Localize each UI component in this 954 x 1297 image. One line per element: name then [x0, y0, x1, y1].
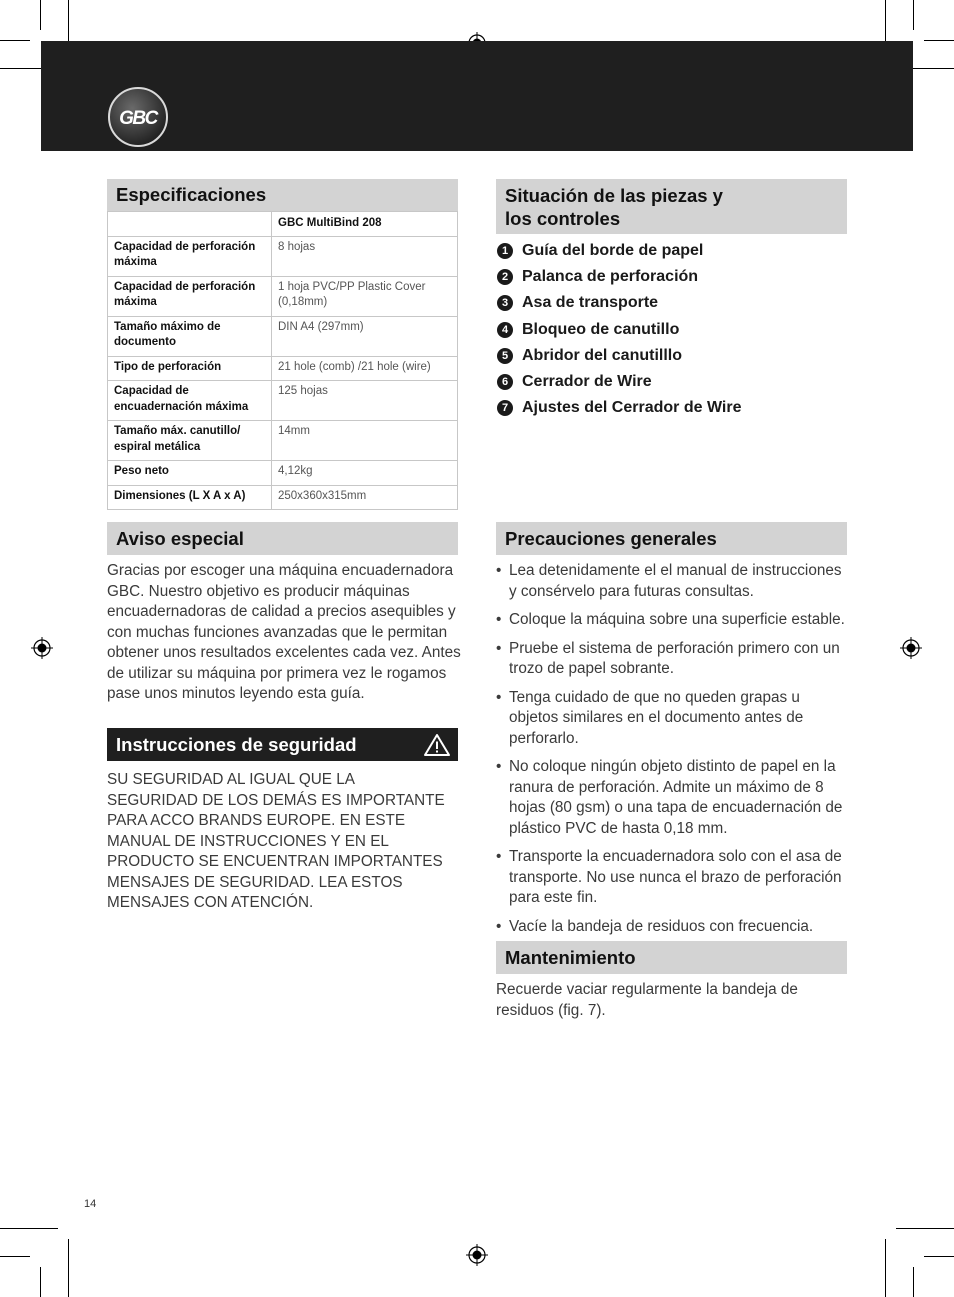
notice-text: Gracias por escoger una máquina encuadernadora GBC. Nuestro objetivo es producir máquinas encuadernadoras de calidad a precios asequibles y con muchas funciones avanzadas que le permitan obtener unos resultados excelentes cada vez. Antes de utilizar su máquina por primera vez le rogamos pase unos minutos leyendo esta guía.: [107, 562, 461, 702]
table-row: [108, 316, 458, 356]
table-row: [108, 276, 458, 316]
list-item: • Coloque la máquina sobre una superficie estable.: [496, 610, 850, 631]
list-item: • Lea detenidamente el el manual de instrucciones y consérvelo para futuras consultas.: [496, 561, 850, 602]
crop-mark: [913, 0, 914, 30]
table-row: [108, 356, 458, 381]
specs-table: [107, 211, 458, 510]
crop-mark: [885, 1239, 886, 1297]
list-item: • Tenga cuidado de que no queden grapas u objetos similares en el documento antes de perforarlo.: [496, 688, 850, 750]
warning-triangle-icon: [423, 733, 451, 757]
gbc-logo: [107, 86, 169, 148]
precautions-heading: [496, 522, 847, 555]
registration-mark-icon: [466, 1244, 488, 1266]
crop-mark: [924, 40, 954, 41]
spec-value: 4,12kg: [272, 461, 458, 486]
crop-mark: [924, 1256, 954, 1257]
maintenance-title: Mantenimiento: [505, 946, 636, 968]
spec-label: Peso neto: [108, 461, 272, 486]
precautions-title: Precauciones generales: [505, 527, 717, 549]
table-row: [108, 381, 458, 421]
header-band: [41, 41, 913, 151]
crop-mark: [0, 40, 30, 41]
spec-value: 250x360x315mm: [272, 485, 458, 510]
table-header-empty: [108, 212, 272, 237]
spec-value: 125 hojas: [272, 381, 458, 421]
spec-value: DIN A4 (297mm): [272, 316, 458, 356]
spec-value: 1 hoja PVC/PP Plastic Cover (0,18mm): [272, 276, 458, 316]
table-row: [108, 421, 458, 461]
spec-label: Tipo de perforación: [108, 356, 272, 381]
crop-mark: [40, 1267, 41, 1297]
number-badge: 1: [497, 243, 513, 259]
safety-heading: [107, 728, 458, 761]
number-badge: 3: [497, 295, 513, 311]
notice-title: Aviso especial: [116, 527, 244, 549]
precautions-list: [496, 561, 850, 945]
list-item: • Vacíe la bandeja de residuos con frecuencia.: [496, 917, 850, 938]
maintenance-heading: [496, 941, 847, 974]
safety-title: Instrucciones de seguridad: [116, 733, 357, 755]
list-item: • Transporte la encuadernadora solo con el asa de transporte. No use nunca el brazo de perforación para este fin.: [496, 847, 850, 909]
part-label: Abridor del canutilllo: [522, 346, 683, 364]
part-label: Bloqueo de canutillo: [522, 320, 680, 338]
list-item: [497, 238, 847, 264]
table-row: [108, 485, 458, 510]
spec-label: Dimensiones (L X A x A): [108, 485, 272, 510]
part-label: Ajustes del Cerrador de Wire: [522, 399, 742, 417]
list-item: • No coloque ningún objeto distinto de papel en la ranura de perforación. Admite un máximo de 8 hojas (80 gsm) o una tapa de encuadernación de plástico PVC de hasta 0,18 mm.: [496, 757, 850, 839]
svg-text:GBC: GBC: [119, 108, 157, 129]
table-row: [108, 236, 458, 276]
spec-label: Capacidad de perforación máxima: [108, 236, 272, 276]
specs-title: Especificaciones: [116, 184, 267, 205]
number-badge: 2: [497, 269, 513, 285]
crop-mark: [913, 1267, 914, 1297]
spec-label: Tamaño máximo de documento: [108, 316, 272, 356]
spec-value: 14mm: [272, 421, 458, 461]
parts-title-line1: Situación de las piezas y: [505, 184, 723, 206]
crop-mark: [0, 1228, 58, 1229]
list-item: [497, 290, 847, 316]
crop-mark: [40, 0, 41, 30]
maintenance-text: Recuerde vaciar regularmente la bandeja de residuos (fig. 7).: [496, 981, 798, 1019]
parts-list: [497, 238, 847, 421]
crop-mark: [896, 1228, 954, 1229]
spec-label: Capacidad de perforación máxima: [108, 276, 272, 316]
table-header-row: [108, 212, 458, 237]
part-label: Palanca de perforación: [522, 268, 699, 286]
list-item: [497, 369, 847, 395]
part-label: Cerrador de Wire: [522, 373, 652, 391]
number-badge: 5: [497, 348, 513, 364]
parts-title-line2: los controles: [505, 207, 621, 229]
notice-heading: [107, 522, 458, 555]
crop-mark: [0, 1256, 30, 1257]
list-item: [497, 317, 847, 343]
crop-mark: [68, 1239, 69, 1297]
parts-heading: [496, 179, 847, 234]
number-badge: 6: [497, 374, 513, 390]
list-item: [497, 395, 847, 421]
list-item: • Pruebe el sistema de perforación primero con un trozo de papel sobrante.: [496, 639, 850, 680]
registration-mark-icon: [900, 637, 922, 659]
table-column-header: GBC MultiBind 208: [272, 212, 458, 237]
part-label: Asa de transporte: [522, 294, 659, 312]
list-item: [497, 264, 847, 290]
spec-label: Tamaño máx. canutillo/ espiral metálica: [108, 421, 272, 461]
spec-value: 21 hole (comb) /21 hole (wire): [272, 356, 458, 381]
part-label: Guía del borde de papel: [522, 242, 704, 260]
spec-value: 8 hojas: [272, 236, 458, 276]
spec-label: Capacidad de encuadernación máxima: [108, 381, 272, 421]
page-number: 14: [84, 1198, 97, 1210]
safety-text: SU SEGURIDAD AL IGUAL QUE LA SEGURIDAD DE LOS DEMÁS ES IMPORTANTE PARA ACCO BRANDS EUROPE. EN ESTE MANUAL DE INSTRUCCIONES Y EN EL PRODUCTO SE ENCUENTRAN IMPORTANTES MENSAJES DE SEGURIDAD. LEA ESTOS MENSAJES CON ATENCIÓN.: [107, 771, 445, 911]
specs-heading: [107, 179, 458, 211]
table-row: [108, 461, 458, 486]
number-badge: 4: [497, 322, 513, 338]
registration-mark-icon: [31, 637, 53, 659]
list-item: [497, 343, 847, 369]
number-badge: 7: [497, 400, 513, 416]
